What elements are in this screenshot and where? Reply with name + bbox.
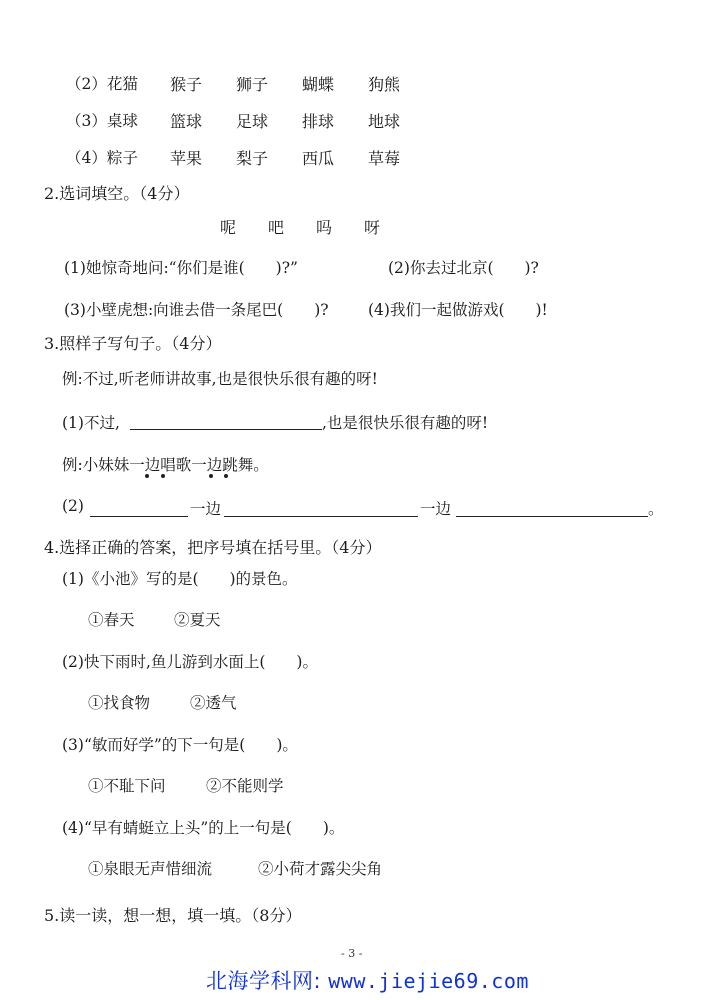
emphasis-dot	[145, 474, 149, 478]
option: ①找食物	[88, 694, 151, 712]
word: 排球	[302, 112, 335, 131]
answer-blank[interactable]	[224, 516, 418, 517]
choice-word: 呀	[364, 218, 381, 237]
sentence-prefix: (1)不过,	[62, 414, 120, 432]
fill-item-3: (3)小壁虎想:向谁去借一条尾巴( )?	[64, 301, 329, 319]
option: ②夏天	[174, 611, 221, 629]
word: 梨子	[236, 149, 269, 168]
choice-word: 呢	[220, 218, 237, 237]
word: 西瓜	[302, 149, 335, 168]
emphasis-dot	[209, 474, 213, 478]
connector-word: 一边	[420, 500, 452, 518]
word: 蝴蝶	[302, 75, 335, 94]
option: ①不耻下问	[88, 777, 166, 795]
answer-blank[interactable]	[90, 516, 188, 517]
example-sentence-2: 例:小妹妹一边唱歌一边跳舞。	[62, 456, 269, 474]
footer-watermark	[206, 965, 529, 995]
emphasis-dot	[224, 474, 228, 478]
word: 苹果	[170, 149, 203, 168]
sentence-end: 。	[648, 500, 664, 518]
option: ②小荷才露尖尖角	[258, 860, 383, 878]
sentence-prefix: (2)	[62, 497, 84, 515]
word: 足球	[236, 112, 269, 131]
word: 篮球	[170, 112, 203, 131]
footer-url: www.jiejie69.com	[328, 969, 529, 993]
group-label: （4）粽子	[66, 149, 138, 167]
question-title: 4.选择正确的答案，把序号填在括号里。（4分）	[44, 538, 382, 557]
question-title: 2.选词填空。（4分）	[44, 184, 190, 203]
question-5-title: 5.读一读，想一想，填一填。（8分）	[44, 906, 302, 925]
answer-blank[interactable]	[456, 516, 648, 517]
word: 狮子	[236, 75, 269, 94]
sub-question: (4)“早有蜻蜓立上头”的上一句是( )。	[62, 819, 345, 837]
answer-blank[interactable]	[130, 429, 322, 430]
option: ②透气	[190, 694, 237, 712]
option: ②不能则学	[206, 777, 284, 795]
fill-item-1: (1)她惊奇地问:“你们是谁( )?”	[64, 259, 298, 277]
group-label: （2）花猫	[66, 75, 138, 93]
emphasis-dot	[161, 474, 165, 478]
example-sentence-1: 例:不过,听老师讲故事,也是很快乐很有趣的呀!	[62, 370, 378, 388]
word: 狗熊	[368, 75, 401, 94]
word: 草莓	[368, 149, 401, 168]
sub-question: (2)快下雨时,鱼儿游到水面上( )。	[62, 653, 318, 671]
footer-site-name: 北海学科网:	[206, 969, 322, 993]
word: 地球	[368, 112, 401, 131]
page-number: - 3 -	[341, 947, 363, 960]
choice-word: 吧	[268, 218, 285, 237]
sub-question: (1)《小池》写的是( )的景色。	[62, 570, 298, 588]
sentence-suffix: ,也是很快乐很有趣的呀!	[322, 414, 489, 432]
fill-item-4: (4)我们一起做游戏( )!	[368, 301, 548, 319]
fill-item-2: (2)你去过北京( )?	[388, 259, 539, 277]
option: ①泉眼无声惜细流	[88, 860, 213, 878]
sub-question: (3)“敏而好学”的下一句是( )。	[62, 736, 298, 754]
option: ①春天	[88, 611, 135, 629]
choice-word: 吗	[316, 218, 333, 237]
question-title: 3.照样子写句子。（4分）	[44, 334, 222, 353]
group-label: （3）桌球	[66, 112, 138, 130]
connector-word: 一边	[190, 500, 222, 518]
word: 猴子	[170, 75, 203, 94]
